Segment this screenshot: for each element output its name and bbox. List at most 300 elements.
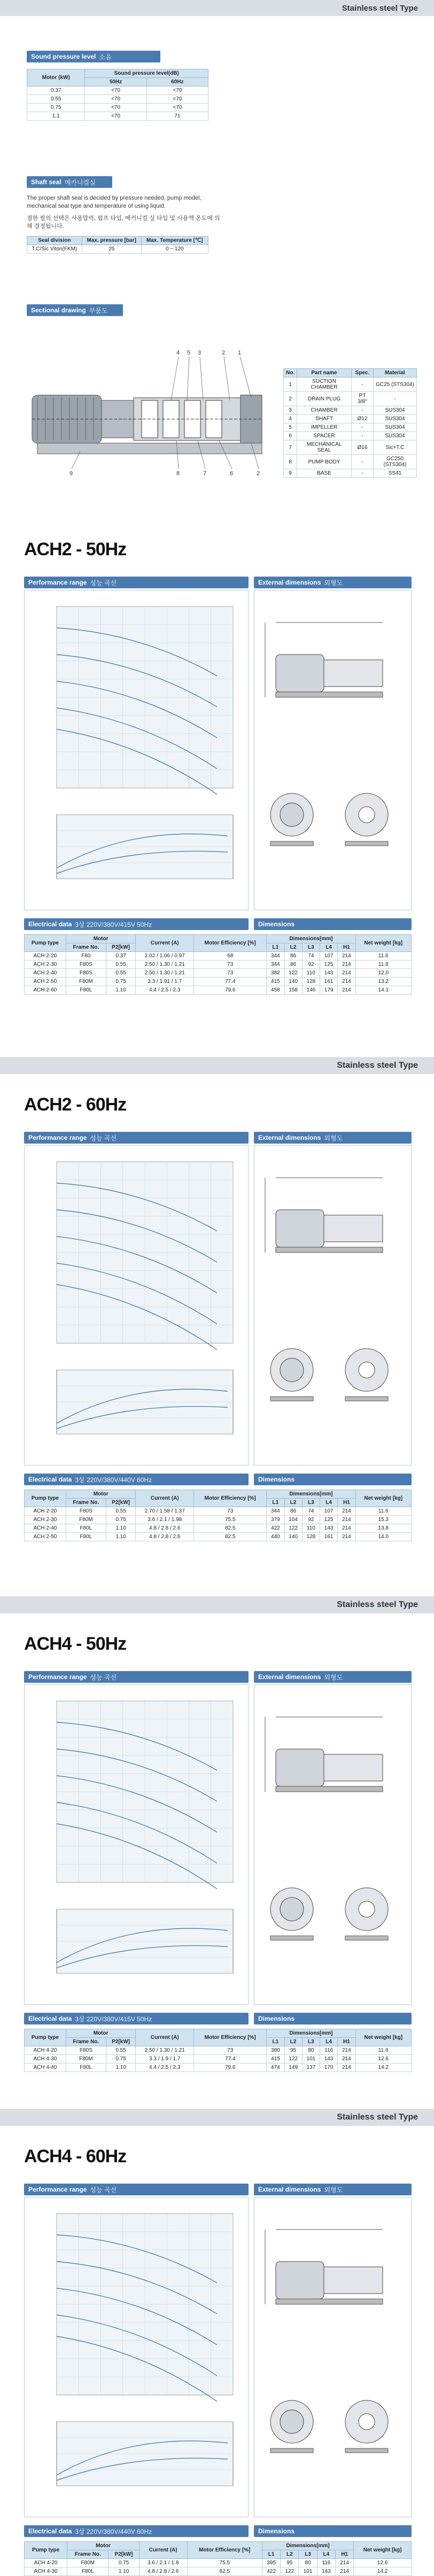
dims-title: Dimensions [258, 1476, 295, 1483]
table-row [284, 440, 417, 455]
sectional-title: Sectional drawing [31, 306, 86, 314]
ext-title-ko: 외형도 [324, 2186, 343, 2194]
dims-title: Dimensions [258, 920, 295, 928]
table-cell: 116 [317, 2559, 335, 2567]
callout-bottom: 7 [203, 470, 207, 477]
perf-title-ko: 성능 곡선 [90, 1134, 117, 1142]
table-cell: 75.5 [194, 1516, 267, 1524]
ext-panel [254, 1145, 412, 1466]
table-cell: - [352, 455, 374, 469]
table-row [25, 1524, 412, 1533]
col-weight: Net weight [kg] [355, 1490, 412, 1507]
table-cell: 125 [320, 1516, 338, 1524]
table-row [284, 423, 417, 432]
table-cell: Sic+T.C [373, 440, 416, 455]
table-cell: 214 [338, 1516, 355, 1524]
col-pump-type: Pump type [25, 2029, 66, 2046]
table-cell: 104 [284, 1516, 302, 1524]
table-cell: - [352, 469, 374, 478]
table-cell: F80S [66, 969, 106, 978]
table-cell: 73 [194, 2046, 267, 2055]
callout-top: 4 [176, 350, 180, 356]
col-current: Current (A) [136, 1490, 194, 1507]
table-cell: 1.1 [27, 112, 85, 121]
table-cell: F80M [67, 2559, 108, 2567]
col-motor: Motor [66, 935, 136, 943]
table-cell: 149 [284, 2063, 302, 2072]
stainless-label: Stainless steel Type [337, 1600, 418, 1609]
table-cell: <70 [85, 86, 146, 95]
table-cell: DRAIN PLUG [297, 392, 352, 406]
table-cell: 68 [194, 952, 267, 960]
table-cell: 4.8 / 2.8 / 2.6 [136, 1524, 194, 1533]
callout-bottom: 6 [230, 470, 234, 477]
perf-chart [25, 2197, 248, 2517]
perf-panel [24, 590, 249, 910]
table-cell: 4.8 / 2.8 / 2.6 [136, 1533, 194, 1541]
seal-col-press: Max. pressure [bar] [82, 237, 141, 245]
elec-title-bar [24, 1474, 249, 1485]
sectional-title-bar [27, 304, 123, 316]
table-cell: 179 [320, 986, 338, 995]
parts-col-mat: Material [373, 369, 416, 377]
callout-top: 1 [238, 350, 242, 356]
perf-title-bar [24, 577, 249, 588]
table-cell: 440 [267, 1533, 284, 1541]
col-l1: L1 [267, 2038, 284, 2046]
table-cell: 0.55 [106, 2046, 136, 2055]
table-cell: 3.6 / 2.1 / 1.8 [139, 2559, 187, 2567]
sound-col-motor: Motor (kW) [27, 69, 85, 86]
table-cell: 214 [338, 986, 355, 995]
table-cell: 214 [338, 1533, 355, 1541]
table-cell: 2.02 / 1.06 / 0.97 [136, 952, 194, 960]
dims-title-bar [254, 2525, 412, 2537]
col-dims: Dimensions[mm] [262, 2542, 353, 2550]
perf-title-ko: 성능 곡선 [90, 2186, 117, 2194]
callout-top: 5 [187, 350, 191, 356]
table-row [25, 2567, 412, 2576]
table-cell: 122 [284, 1524, 302, 1533]
elec-title: Electrical data [28, 920, 72, 928]
col-pump-type: Pump type [25, 2542, 67, 2559]
table-cell: ACH 2-20 [25, 1507, 66, 1516]
parts-table [283, 368, 417, 478]
table-cell: 107 [320, 1507, 338, 1516]
col-l2: L2 [284, 2038, 302, 2046]
elec-sub: 3상 220V/380V/415V 50Hz [75, 920, 152, 928]
col-l3: L3 [302, 2038, 320, 2046]
table-cell: 2.50 / 1.30 / 1.21 [136, 2046, 194, 2055]
table-cell: 344 [267, 1507, 284, 1516]
table-cell: 12.6 [354, 2559, 412, 2567]
parts-col-spec: Spec. [352, 369, 374, 377]
col-kw: P2[kW] [106, 943, 136, 952]
col-pump-type: Pump type [25, 1490, 66, 1507]
table-cell: - [352, 377, 374, 392]
table-row [284, 392, 417, 406]
col-pump-type: Pump type [25, 935, 66, 952]
table-cell: 122 [284, 969, 302, 978]
col-l2: L2 [284, 1499, 302, 1507]
table-cell: ACH 2-60 [25, 986, 66, 995]
table-cell: ACH 2-40 [25, 1524, 66, 1533]
elec-title: Electrical data [28, 2015, 72, 2022]
table-cell: <70 [85, 104, 146, 112]
col-weight: Net weight [kg] [355, 2029, 412, 2046]
sectional-section [27, 304, 417, 477]
elec-sub: 3상 220V/380V/415V 50Hz [75, 2015, 152, 2023]
table-cell: Ø12 [352, 415, 374, 423]
model-title: ACH2 - 60Hz [24, 1094, 127, 1115]
ext-title: External dimensions [258, 2186, 321, 2193]
table-cell: F80L [67, 2567, 108, 2576]
table-cell: F80S [66, 960, 106, 969]
sound-rows [27, 86, 208, 121]
sound-col-level: Sound pressure level(dB) [85, 69, 208, 78]
table-cell: ACH 2-40 [25, 969, 66, 978]
col-l1: L1 [267, 1499, 284, 1507]
table-cell: 95 [284, 2046, 302, 2055]
table-cell: 110 [302, 1524, 320, 1533]
table-cell: 82.5 [194, 1524, 267, 1533]
table-cell: 71 [146, 112, 208, 121]
seal-cell-div: T.C/Sic Viton(FKM) [27, 245, 82, 254]
table-cell: F80M [66, 2055, 106, 2063]
table-cell: 0.37 [106, 952, 136, 960]
perf-title-bar [24, 1671, 249, 1683]
table-cell: 170 [320, 2063, 338, 2072]
sound-title-bar [27, 51, 160, 62]
table-row [27, 112, 208, 121]
perf-title: Performance range [28, 2186, 87, 2193]
col-frame: Frame No. [66, 943, 106, 952]
table-cell: 214 [338, 952, 355, 960]
ext-drawing [254, 590, 411, 910]
table-cell: 110 [302, 969, 320, 978]
elec-table [24, 2029, 412, 2072]
table-cell: 107 [320, 952, 338, 960]
table-cell: 382 [267, 969, 284, 978]
table-cell: ACH 4-30 [25, 2055, 66, 2063]
sound-col-60: 60Hz [146, 78, 208, 86]
table-cell: 458 [267, 986, 284, 995]
table-cell: 92 [302, 1516, 320, 1524]
model-title: ACH4 - 50Hz [24, 1634, 127, 1654]
table-cell: 101 [302, 2055, 320, 2063]
table-row [25, 1516, 412, 1524]
table-cell: - [373, 392, 416, 406]
perf-title: Performance range [28, 1134, 87, 1141]
sound-col-50: 50Hz [85, 78, 146, 86]
perf-chart [25, 1146, 248, 1465]
table-cell: F80L [66, 1524, 106, 1533]
table-cell: ACH 2-30 [25, 1516, 66, 1524]
table-cell: 214 [338, 2046, 355, 2055]
ext-title-bar [254, 577, 412, 588]
model-title: ACH2 - 50Hz [24, 539, 127, 560]
table-cell: 214 [335, 2567, 353, 2576]
callout-bottom: 9 [69, 470, 73, 477]
table-cell: 14.1 [355, 986, 412, 995]
table-cell: SUS304 [373, 406, 416, 415]
table-row [25, 952, 412, 960]
table-cell: 79.6 [194, 2063, 267, 2072]
table-cell: 146 [302, 986, 320, 995]
col-eff: Motor Efficiency [%] [187, 2542, 262, 2559]
col-current: Current (A) [136, 935, 194, 952]
perf-panel [24, 2197, 249, 2517]
dims-title: Dimensions [258, 2527, 295, 2535]
col-dims: Dimensions[mm] [267, 1490, 355, 1499]
table-cell: 0.37 [27, 86, 85, 95]
table-cell: 1.10 [108, 2567, 139, 2576]
table-cell: 143 [320, 2055, 338, 2063]
sound-section [27, 51, 230, 121]
ext-title-ko: 외형도 [324, 1134, 343, 1142]
seal-table [27, 236, 208, 254]
table-cell: 77.4 [194, 2055, 267, 2063]
col-l4: L4 [317, 2550, 335, 2559]
parts-rows [284, 377, 417, 478]
table-cell: F80M [66, 978, 106, 986]
col-weight: Net weight [kg] [354, 2542, 412, 2559]
col-l4: L4 [320, 943, 338, 952]
callout-top: 2 [222, 350, 226, 356]
table-cell: 128 [302, 1533, 320, 1541]
callout-bottom: 8 [176, 470, 180, 477]
col-l2: L2 [281, 2550, 299, 2559]
callout-bottom: 2 [257, 470, 260, 477]
perf-title: Performance range [28, 579, 87, 586]
ext-drawing [254, 1146, 411, 1465]
table-cell: 80 [302, 2046, 320, 2055]
table-cell: 2.50 / 1.30 / 1.21 [136, 960, 194, 969]
table-cell: - [352, 423, 374, 432]
elec-sub: 3상 220V/380V/440V 60Hz [75, 2527, 152, 2535]
col-h1: H1 [338, 2038, 355, 2046]
elec-title: Electrical data [28, 2527, 72, 2535]
table-cell: SUS304 [373, 432, 416, 440]
table-cell: 1.10 [106, 2063, 136, 2072]
table-cell: 12.6 [355, 2055, 412, 2063]
table-cell: 14.2 [355, 2063, 412, 2072]
table-cell: 143 [320, 1524, 338, 1533]
seal-col-temp: Max. Temperature [℃] [141, 237, 208, 245]
table-row [25, 1507, 412, 1516]
table-cell: 214 [338, 1524, 355, 1533]
table-cell: 73 [194, 969, 267, 978]
table-cell: 11.6 [355, 2046, 412, 2055]
table-cell: 415 [267, 978, 284, 986]
table-cell: 3 [284, 406, 297, 415]
col-l4: L4 [320, 1499, 338, 1507]
table-cell: ACH 4-30 [25, 2567, 67, 2576]
table-cell: 7 [284, 440, 297, 455]
table-cell: 122 [284, 2055, 302, 2063]
table-cell: 86 [284, 952, 302, 960]
table-cell: F80M [66, 1516, 106, 1524]
ext-drawing [254, 2197, 411, 2517]
table-cell: 75.5 [187, 2559, 262, 2567]
seal-col-div: Seal division [27, 237, 82, 245]
table-cell: 158 [284, 986, 302, 995]
table-cell: ACH 2-20 [25, 952, 66, 960]
table-cell: 122 [281, 2567, 299, 2576]
table-cell: 0.75 [108, 2559, 139, 2567]
table-cell: SUCTION CHAMBER [297, 377, 352, 392]
table-cell: 73 [194, 960, 267, 969]
table-cell: 11.6 [355, 952, 412, 960]
table-cell: Ø16 [352, 440, 374, 455]
elec-sub: 3상 220V/380V/440V 60Hz [75, 1476, 152, 1484]
seal-cell-press: 25 [82, 245, 141, 254]
table-cell: GC250 (STS304) [373, 455, 416, 469]
table-cell: 2.50 / 1.30 / 1.21 [136, 969, 194, 978]
ext-title-ko: 외형도 [324, 579, 343, 587]
seal-section [27, 176, 241, 254]
table-cell: 474 [267, 2063, 284, 2072]
ext-panel [254, 590, 412, 910]
dims-title-bar [254, 918, 412, 930]
elec-title: Electrical data [28, 1476, 72, 1483]
table-cell: 11.8 [355, 960, 412, 969]
table-row [25, 2559, 412, 2567]
table-cell: 82.5 [194, 1533, 267, 1541]
sound-table [27, 69, 208, 121]
elec-table [24, 934, 412, 995]
col-h1: H1 [335, 2550, 353, 2559]
table-cell: 140 [284, 1533, 302, 1541]
table-cell: 1.10 [106, 1533, 136, 1541]
sound-title-ko: 소음 [99, 53, 112, 61]
table-cell: 0.75 [106, 2055, 136, 2063]
col-l4: L4 [320, 2038, 338, 2046]
table-row [25, 1533, 412, 1541]
ext-title-bar [254, 1671, 412, 1683]
parts-col-part: Part name [297, 369, 352, 377]
table-cell: 0.75 [27, 104, 85, 112]
ext-panel [254, 1684, 412, 2005]
elec-table [24, 1490, 412, 1541]
table-row [284, 415, 417, 423]
table-cell: 13.8 [355, 1524, 412, 1533]
table-cell: 4.4 / 2.5 / 2.3 [136, 2063, 194, 2072]
table-cell: 2 [284, 392, 297, 406]
table-cell: F80S [66, 1507, 106, 1516]
table-cell: 79.6 [194, 986, 267, 995]
table-cell: 395 [262, 2559, 280, 2567]
col-kw: P2[kW] [106, 1499, 136, 1507]
table-cell: 214 [338, 978, 355, 986]
table-cell: 95 [281, 2559, 299, 2567]
col-motor: Motor [66, 2029, 136, 2038]
ext-title: External dimensions [258, 579, 321, 586]
ext-title-bar [254, 2184, 412, 2195]
col-frame: Frame No. [66, 1499, 106, 1507]
table-cell: 143 [320, 969, 338, 978]
table-cell: 4.8 / 2.8 / 2.6 [139, 2567, 187, 2576]
table-cell: SUS304 [373, 415, 416, 423]
table-cell: 15.3 [355, 1516, 412, 1524]
table-cell: 86 [284, 960, 302, 969]
table-cell: 1 [284, 377, 297, 392]
table-cell: 214 [338, 1507, 355, 1516]
table-cell: 214 [335, 2559, 353, 2567]
seal-title: Shaft seal [31, 178, 61, 186]
table-cell: 344 [267, 960, 284, 969]
col-l3: L3 [302, 943, 320, 952]
col-h1: H1 [338, 943, 355, 952]
perf-chart [25, 590, 248, 910]
table-cell: 73 [194, 1507, 267, 1516]
table-cell: 11.6 [355, 1507, 412, 1516]
table-cell: 128 [302, 978, 320, 986]
table-cell: F80L [66, 986, 106, 995]
table-cell: ACH 4-40 [25, 2063, 66, 2072]
table-cell: 379 [267, 1516, 284, 1524]
table-cell: 4 [284, 415, 297, 423]
table-cell: 4.4 / 2.5 / 2.3 [136, 986, 194, 995]
table-row [25, 969, 412, 978]
elec-title-bar [24, 2013, 249, 2024]
table-cell: 12.0 [355, 969, 412, 978]
table-cell: 6 [284, 432, 297, 440]
table-cell: F80S [66, 2046, 106, 2055]
table-cell: 140 [284, 978, 302, 986]
table-row [284, 432, 417, 440]
col-current: Current (A) [136, 2029, 194, 2046]
table-cell: 214 [338, 969, 355, 978]
col-eff: Motor Efficiency [%] [194, 935, 267, 952]
table-cell: 1.10 [106, 986, 136, 995]
table-cell: 8 [284, 455, 297, 469]
table-cell: <70 [85, 112, 146, 121]
table-cell: CHAMBER [297, 406, 352, 415]
stainless-label: Stainless steel Type [337, 1061, 418, 1070]
perf-panel [24, 1145, 249, 1466]
table-row [25, 986, 412, 995]
table-cell: 86 [284, 1507, 302, 1516]
table-cell: 214 [338, 2055, 355, 2063]
sound-title: Sound pressure level [31, 53, 96, 60]
table-cell: IMPELLER [297, 423, 352, 432]
table-cell: 2.70 / 1.58 / 1.37 [136, 1507, 194, 1516]
col-eff: Motor Efficiency [%] [194, 2029, 267, 2046]
col-eff: Motor Efficiency [%] [194, 1490, 267, 1507]
table-row [284, 469, 417, 478]
table-cell: F80L [66, 2063, 106, 2072]
table-cell: MECHANICAL SEAL [297, 440, 352, 455]
sectional-title-ko: 부품도 [89, 306, 108, 314]
table-cell: 415 [267, 2055, 284, 2063]
ext-drawing [254, 1685, 411, 2004]
seal-text-en: The proper shaft seal is decided by pressure needed, pump model, mechanical seal type and temperature of using liquid. [27, 195, 201, 209]
callout-top: 3 [198, 350, 201, 356]
table-row [25, 2063, 412, 2072]
table-cell: - [352, 406, 374, 415]
ext-title: External dimensions [258, 1673, 321, 1681]
ext-title: External dimensions [258, 1134, 321, 1141]
ext-panel [254, 2197, 412, 2517]
table-cell: 214 [338, 960, 355, 969]
table-cell: 13.2 [355, 978, 412, 986]
table-cell: ACH 2-50 [25, 978, 66, 986]
seal-title-bar [27, 176, 112, 188]
table-cell: SS41 [373, 469, 416, 478]
perf-title-bar [24, 1132, 249, 1144]
col-kw: P2[kW] [106, 2038, 136, 2046]
